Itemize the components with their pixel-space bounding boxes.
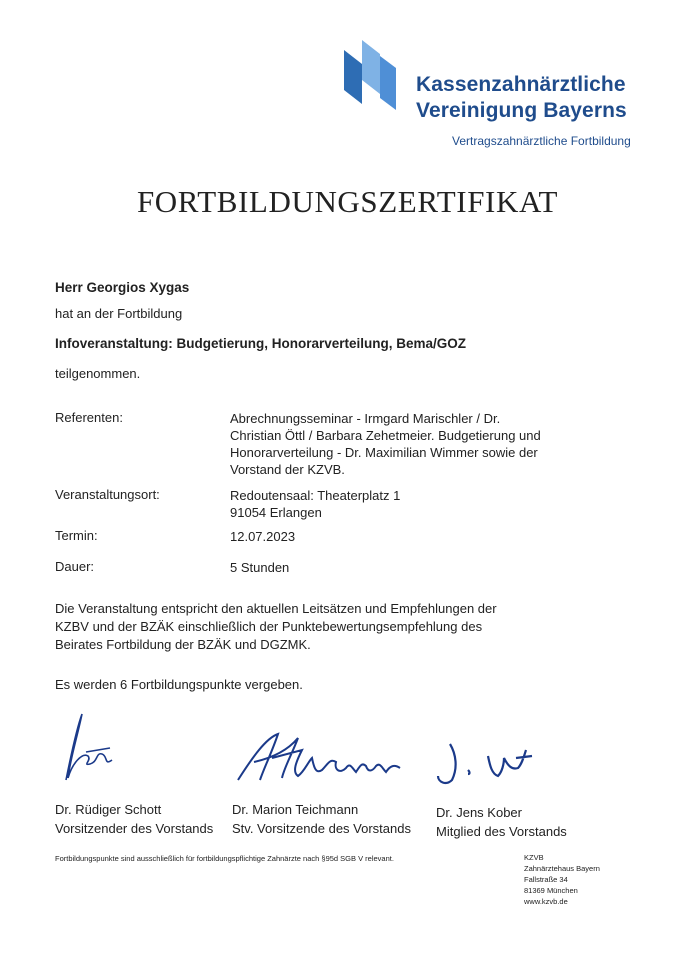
signatory-schott: Dr. Rüdiger Schott Vorsitzender des Vorstands <box>55 802 214 836</box>
recipient-name: Herr Georgios Xygas <box>55 280 190 295</box>
signature-schott-image <box>52 708 132 788</box>
points-text: Es werden 6 Fortbildungspunkte vergeben. <box>55 677 303 692</box>
kzvb-logo-icon <box>340 40 398 116</box>
signatory-teichmann: Dr. Marion Teichmann Stv. Vorsitzende des Vorstands <box>232 802 411 836</box>
participated-text: teilgenommen. <box>55 366 141 381</box>
signature-kober-image <box>432 736 542 792</box>
course-title: Infoveranstaltung: Budgetierung, Honorarverteilung, Bema/GOZ <box>55 336 467 351</box>
signature-teichmann-image <box>232 728 412 788</box>
organization-subtitle: Vertragszahnärztliche Fortbildung <box>452 134 631 148</box>
organization-name: Kassenzahnärztliche Vereinigung Bayerns <box>416 73 627 122</box>
date-label: Termin: <box>55 528 98 543</box>
duration-value: 5 Stunden <box>230 560 290 575</box>
referenten-value: Abrechnungsseminar - Irmgard Marischler / Dr. Christian Öttl / Barbara Zehetmeier. Budgetierung und Honorarverteilung - Dr. Maximilian Wimmer sowie der Vorstand der KZVB. <box>230 411 541 477</box>
accreditation-statement: Die Veranstaltung entspricht den aktuellen Leitsätzen und Empfehlungen der KZBV und der BZÄK einschließlich der Punktebewertungsempfehlung des Beirates Fortbildung der BZÄK und DGZMK. <box>55 601 497 652</box>
referenten-label: Referenten: <box>55 410 123 425</box>
venue-value: Redoutensaal: Theaterplatz 1 91054 Erlangen <box>230 488 401 520</box>
intro-text: hat an der Fortbildung <box>55 306 183 321</box>
signatory-kober: Dr. Jens Kober Mitglied des Vorstands <box>436 805 567 839</box>
certificate-title: FORTBILDUNGSZERTIFIKAT <box>136 184 559 219</box>
duration-label: Dauer: <box>55 559 95 574</box>
date-value: 12.07.2023 <box>230 529 296 544</box>
footer-note: Fortbildungspunkte sind ausschließlich für fortbildungspflichtige Zahnärzte nach §95d SGB V relevant. <box>55 854 394 863</box>
venue-label: Veranstaltungsort: <box>55 487 160 502</box>
footer-address: KZVB Zahnärztehaus Bayern Fallstraße 34 81369 München www.kzvb.de <box>524 853 600 906</box>
